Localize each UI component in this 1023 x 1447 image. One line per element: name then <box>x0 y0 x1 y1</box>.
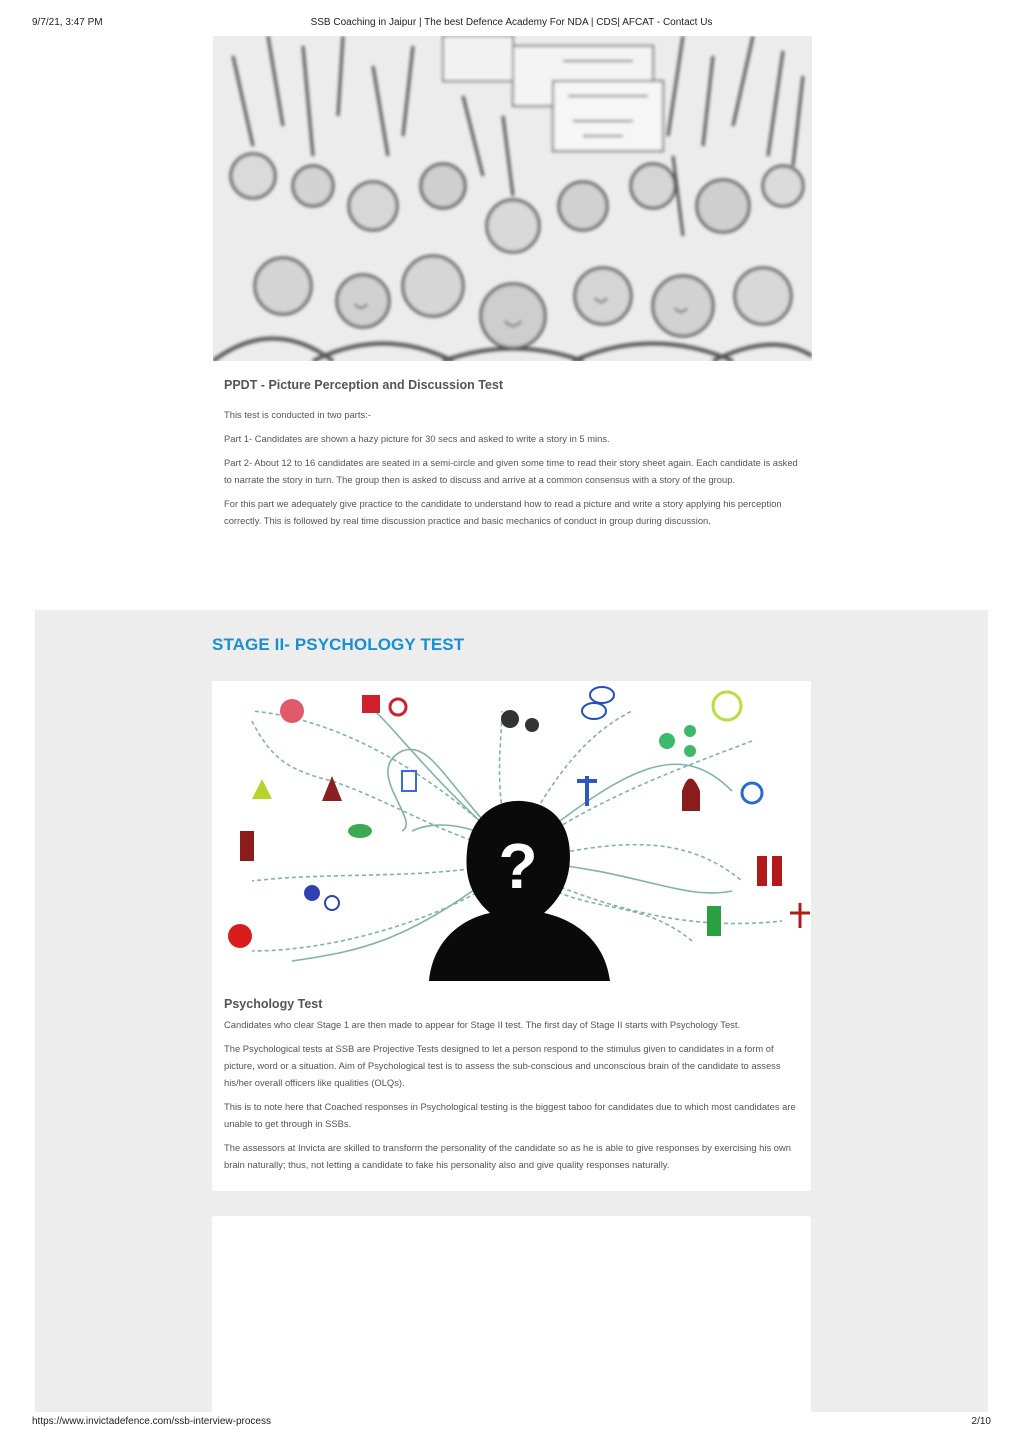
ppdt-paragraph: Part 1- Candidates are shown a hazy picture for 30 secs and asked to write a story in 5 mins. <box>224 433 610 444</box>
print-datetime: 9/7/21, 3:47 PM <box>32 17 103 28</box>
psychology-test-heading: Psychology Test <box>224 997 323 1011</box>
print-url: https://www.invictadefence.com/ssb-interview-process <box>32 1416 271 1427</box>
ppdt-paragraph: This test is conducted in two parts:- <box>224 409 371 420</box>
ppdt-section <box>224 378 800 536</box>
svg-text:?: ? <box>498 830 538 902</box>
print-page-number: 2/10 <box>971 1416 991 1427</box>
print-footer <box>0 1416 1023 1430</box>
psychology-illustration <box>212 681 811 981</box>
stage-ii-title: STAGE II- PSYCHOLOGY TEST <box>212 635 465 654</box>
ppdt-paragraph: Part 2- About 12 to 16 candidates are seated in a semi-circle and given some time to read their story sheet again. Each candidate is asked to narrate the story in turn. The group then is asked to discuss and arrive at a common consensus with a story of the group. <box>224 457 798 485</box>
ppdt-crowd-image <box>213 36 812 361</box>
psychology-paragraph: This is to note here that Coached responses in Psychological testing is the biggest taboo for candidates due to which most candidates are unable to get through in SSBs. <box>224 1101 796 1129</box>
psychology-paragraph: The assessors at Invicta are skilled to transform the personality of the candidate so as he is able to give responses by exercising his own brain naturally; thus, not letting a candidate to fake his personality also and give quality responses naturally. <box>224 1142 791 1170</box>
psychology-test-card <box>212 681 811 1191</box>
psychology-test-text <box>224 997 800 1180</box>
psychology-paragraph: Candidates who clear Stage 1 are then made to appear for Stage II test. The first day of Stage II starts with Psychology Test. <box>224 1019 741 1030</box>
ppdt-paragraph: For this part we adequately give practice to the candidate to understand how to read a picture and write a story applying his perception correctly. This is followed by real time discussion practice and basic mechanics of conduct in group during discussion. <box>224 498 782 526</box>
print-page-title: SSB Coaching in Jaipur | The best Defence Academy For NDA | CDS| AFCAT - Contact Us <box>310 17 713 28</box>
psychology-paragraph: The Psychological tests at SSB are Projective Tests designed to let a person respond to the stimulus given to candidates in a form of picture, word or a situation. Aim of Psychological test is to assess the sub-conscious and unconscious brain of the candidate to assess his/her overall officers like qualities (OLQs). <box>224 1043 781 1088</box>
print-header <box>0 17 1023 31</box>
next-content-card <box>212 1216 811 1416</box>
ppdt-heading: PPDT - Picture Perception and Discussion Test <box>224 378 503 392</box>
